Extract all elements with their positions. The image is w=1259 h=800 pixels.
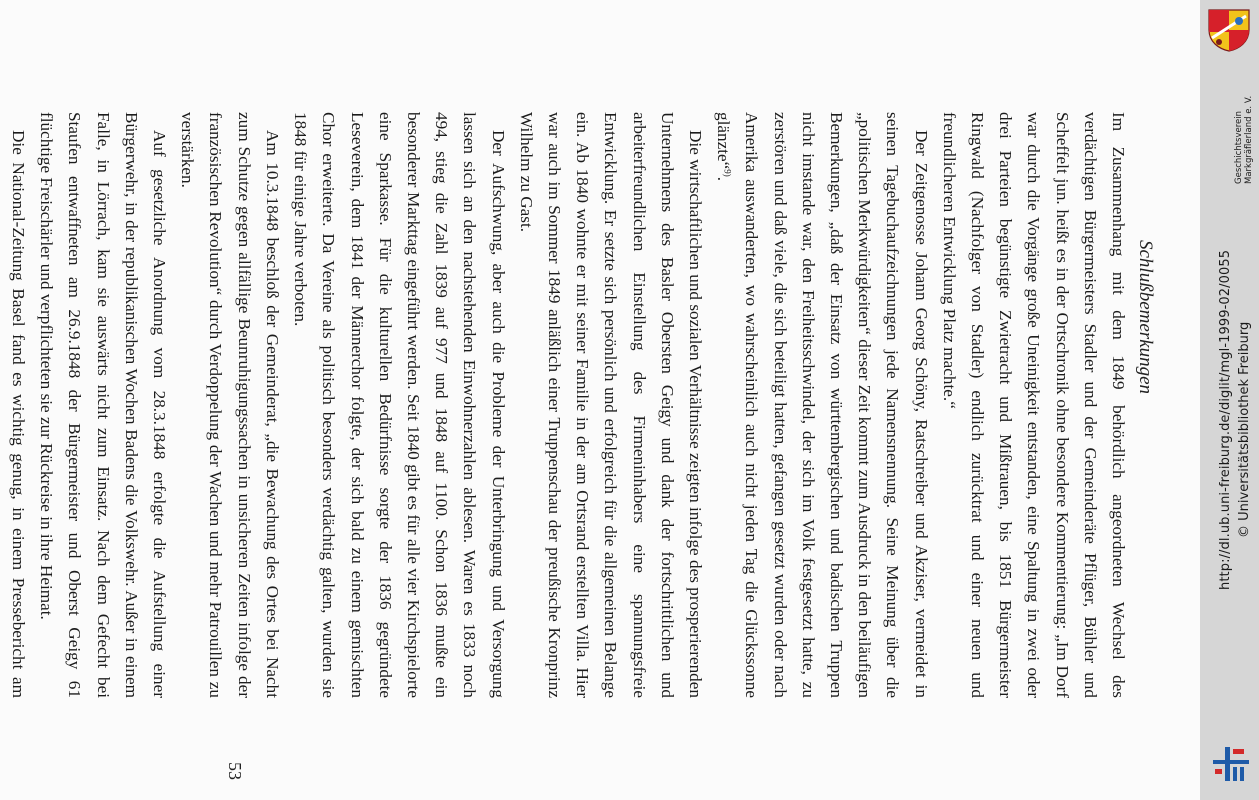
paragraph: Der Aufschwung, aber auch die Probleme der Unterbringung und Versorgung lassen sich an den nachstehenden Einwohnerzahlen ablesen. Waren es 1833 noch 494, stieg die Zahl 1839 auf 977 und 1848 auf 1100. Schon 1836 mußte ein besonderer Markttag eingeführt werden. Seit 1840 gibt es für alle vier Kirchspielorte eine Sparkasse. Für die kulturellen Bedürfnisse sorgte der 1836 gegründete Leseverein, dem 1841 der Männerchor folgte, der sich bald zu einem gemischten Chor erweiterte. Da Vereine als politisch besonders verdächtig galten, wurden sie 1848 für einige Jahre verboten. [291, 112, 508, 698]
paragraph-text: Der Zeitgenosse Johann Georg Schöny, Ratschreiber und Akziser, vermeidet in seinen Tagebuchaufzeichnungen jede Namensnennung. Seine Meinung über die „politischen Merkwürdigkeiten“ dieser Zeit kommt zum Ausdruck in den beiläufigen Bemerkungen, „daß der Einsatz von württembergischen und badischen Truppen nicht imstande war, den Freiheitsschwindel, der sich im Volk festgesetzt hatte, zu zerstören und daß viele, die sich beteiligt hatten, gefangen gesetzt wurden oder nach Amerika auswanderten, wo wahrscheinlich auch nicht jeden Tag die Glückssonne glänzte“ [714, 112, 931, 698]
paragraph [709, 112, 935, 698]
paragraph: Im Zusammenhang mit dem 1849 behördlich angeordneten Wechsel des verdächtigen Bürgermeisters Stadler und der Gemeinderäte Pflüger, Bühler und Scheffelt jun. heißt es in der Ortschronik ohne besondere Kommentierung: „Im Dorf war durch die Vorgänge große Uneinigkeit entstanden, eine Spaltung in zwei oder drei Parteien begünstigte Zwietracht und Mißtrauen, bis 1851 Bürgermeister Ringwald (Nachfolger von Stadler) endlich zurücktrat und einer neuen und freundlicheren Entwicklung Platz machte.“ [939, 112, 1128, 698]
society-name-line-2: Markgräflerland e. V. [1244, 95, 1254, 184]
paragraph: Auf gesetzliche Anordnung vom 28.3.1848 erfolgte die Aufstellung einer Bürgerwehr, in der republikanischen Wochen Badens die Volkswehr. Außer in einem Falle, in Lörrach, kam sie auswärts nicht zum Einsatz. Nach dem Gefecht bei Staufen entwaffneten am 26.9.1848 der Bürgermeister und Oberst Geigy 61 flüchtige Freischärler und verpflichteten sie zur Rückreise in ihre Heimat. [37, 112, 170, 698]
coat-of-arms-icon[interactable] [1206, 8, 1252, 52]
sentence-end: . [714, 176, 734, 182]
footnote-ref: 9) [722, 169, 733, 177]
permalink-url[interactable]: http://dl.ub.uni-freiburg.de/diglit/mgl-1999-02/0055 [1218, 249, 1233, 590]
body-text [0, 112, 1132, 698]
ub-freiburg-logo-icon[interactable] [1211, 745, 1251, 781]
paragraph: Die National-Zeitung Basel fand es wichtig genug, in einem Pressebericht am [9, 130, 29, 698]
paragraph: Die wirtschaftlichen und sozialen Verhältnisse zeigten infolge des prosperierenden Unternehmens des Basler Obersten Geigy und dank der fortschrittlichen und arbeiterfreundlichen Einstellung des Firmeninhabers eine spannungsfreie Entwicklung. Er setzte sich persönlich und erfolgreich für die allgemeinen Belange ein. Ab 1840 wohnte er mit seiner Familie in der am Ortsrand erstellten Villa. Hier war auch im Sommer 1849 anläßlich einer Truppenschau der preußische Kronprinz Wilhelm zu Gast. [516, 112, 705, 698]
running-header: Schlußbemerkungen [1135, 240, 1156, 395]
paragraph: Am 10.3.1848 beschloß der Gemeinderat, „die Bewachung des Ortes bei Nacht zum Schutze gegen allfällige Beunruhigungssachen in unsicheren Zeiten infolge der französischen Revolution“ durch Verdoppelung der Wachen und mehr Patrouillen zu verstärken. [178, 112, 282, 698]
page-number: 53 [225, 762, 245, 780]
society-name-line-1: Geschichtsverein [1234, 110, 1244, 184]
copyright-notice: © Universitätsbibliothek Freiburg [1237, 321, 1252, 538]
